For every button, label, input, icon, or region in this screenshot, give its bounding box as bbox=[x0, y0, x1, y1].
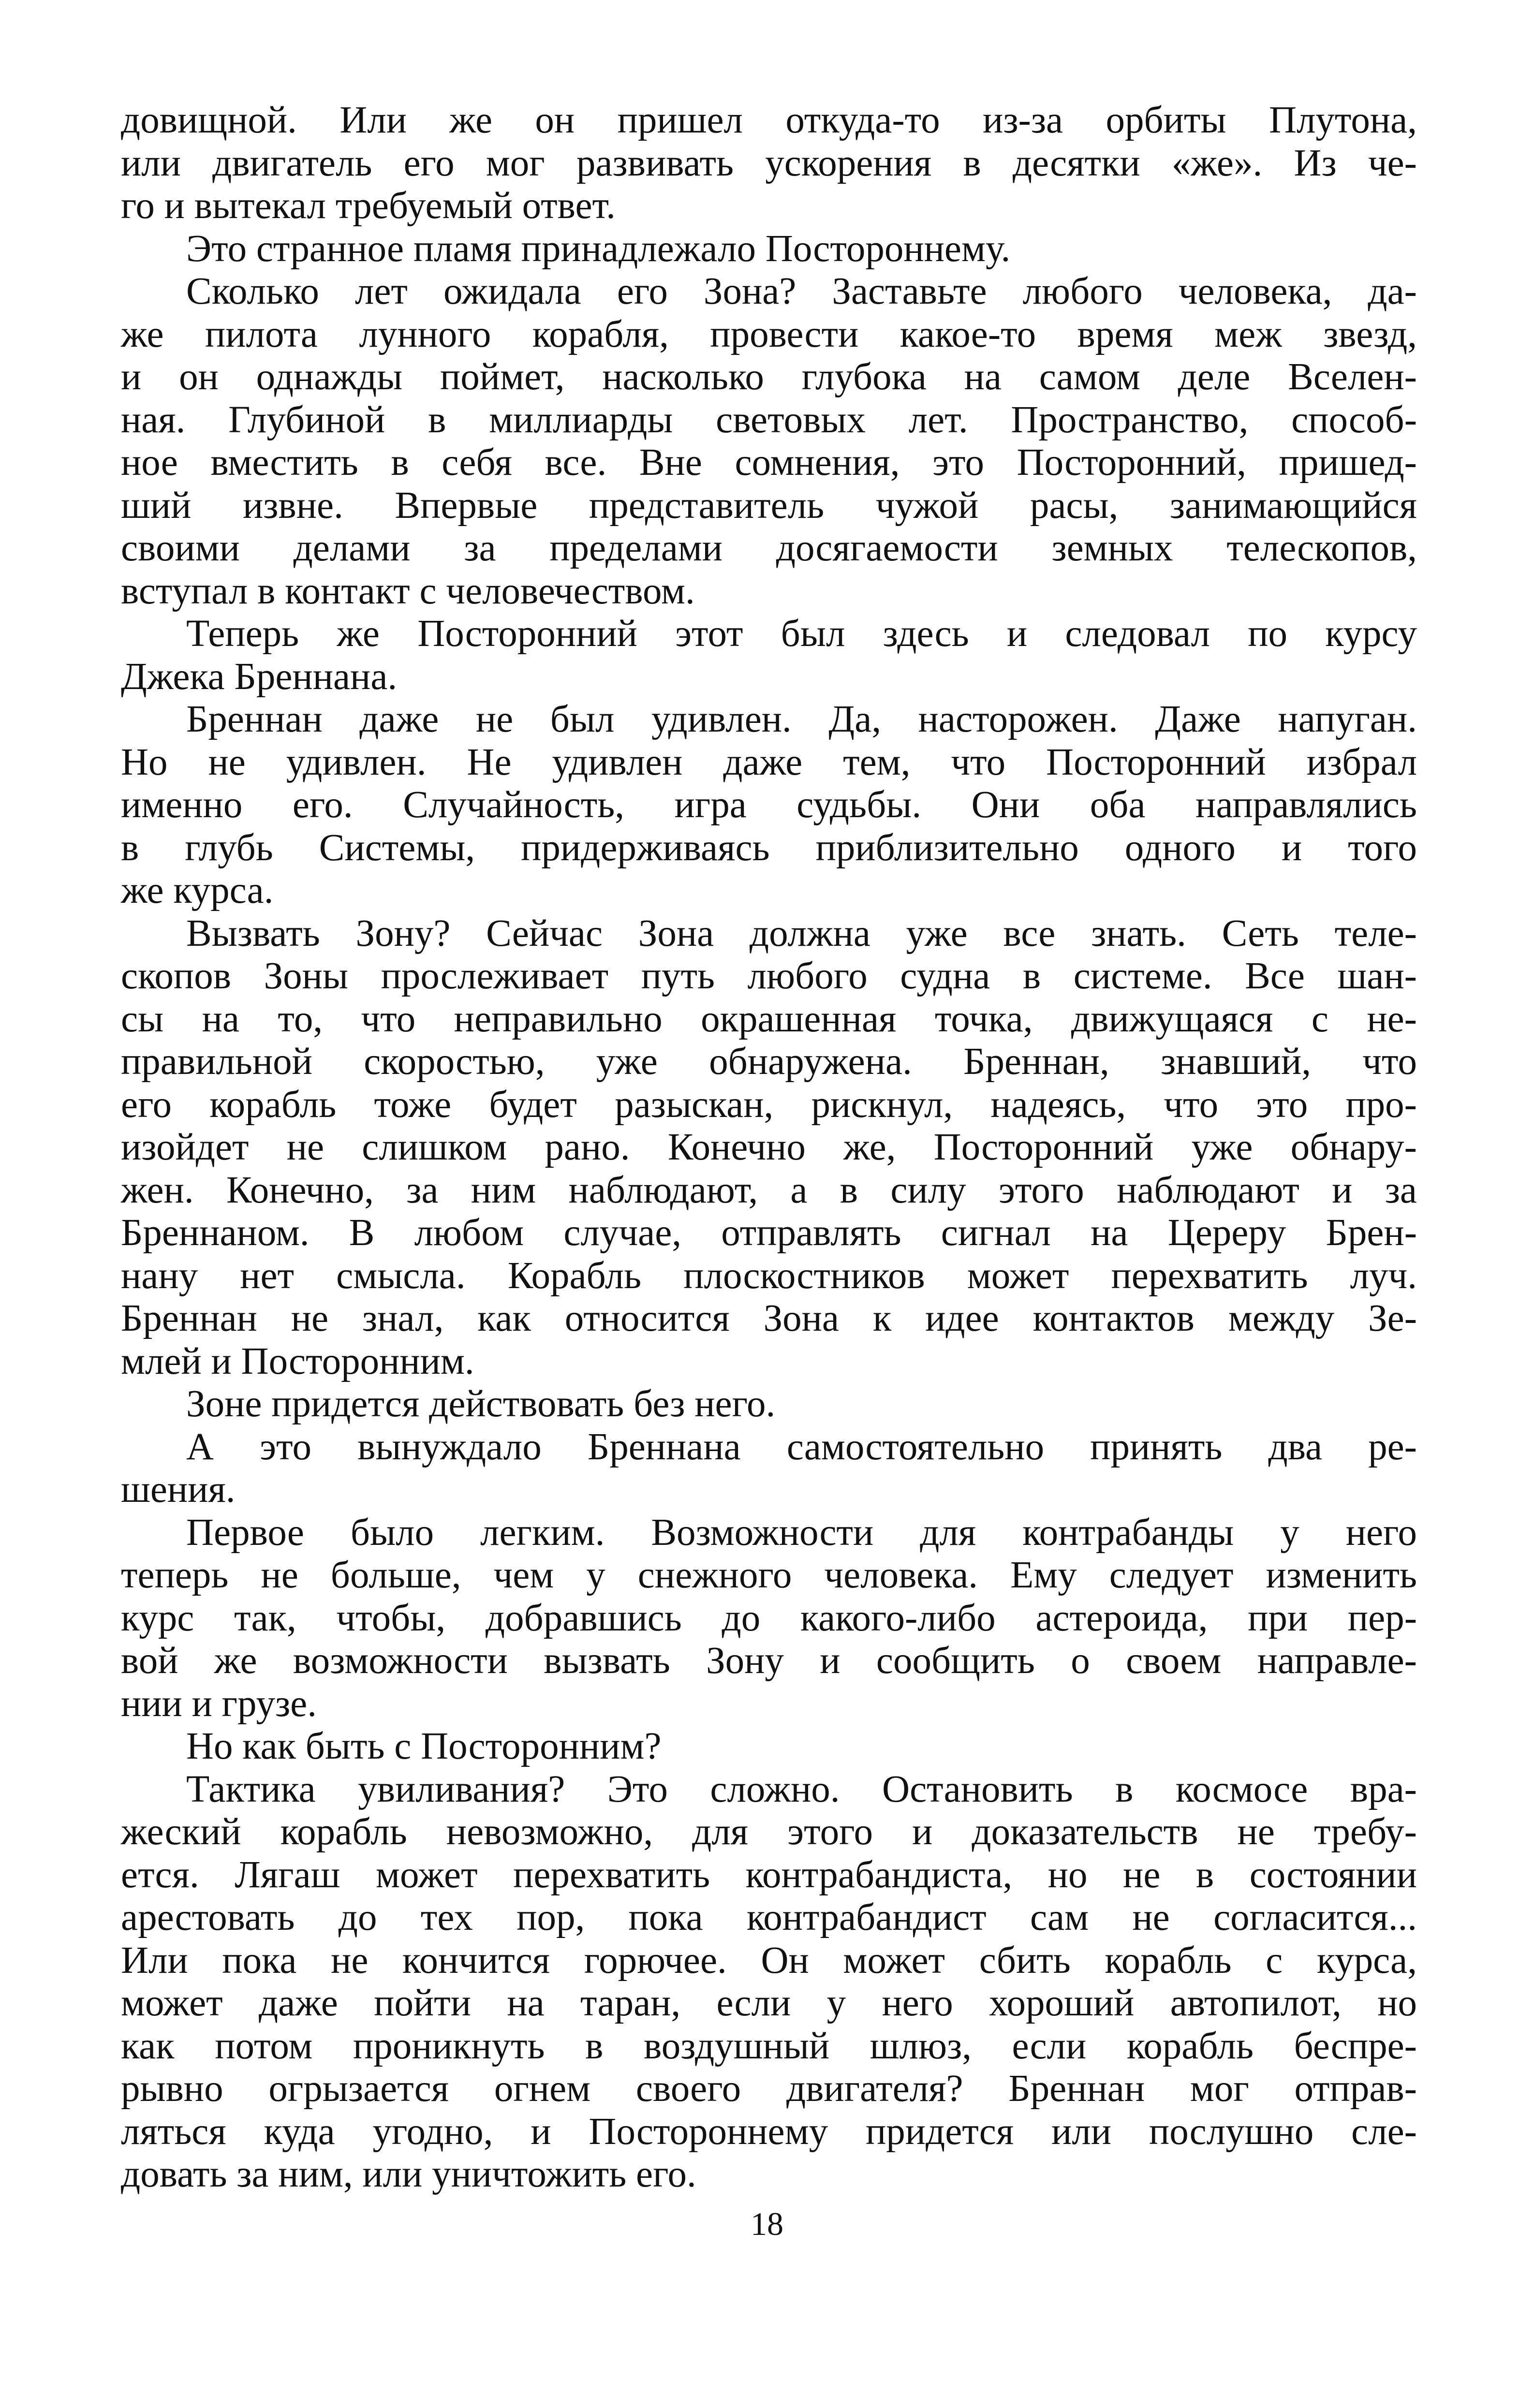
text-line: Зоне придется действовать без него. bbox=[186, 1383, 776, 1425]
text-line: вступал в контакт с человечеством. bbox=[121, 570, 695, 612]
text-line: ная. Глубиной в миллиарды световых лет. Пространство, способ- bbox=[121, 398, 1417, 441]
text-line: жен. Конечно, за ним наблюдают, а в силу этого наблюдают и за bbox=[121, 1169, 1417, 1211]
text-line: ший извне. Впервые представитель чужой расы, занимающийся bbox=[121, 484, 1417, 527]
text-line: скопов Зоны прослеживает путь любого судна в системе. Все шан- bbox=[121, 955, 1417, 997]
text-line: изойдет не слишком рано. Конечно же, Посторонний уже обнару- bbox=[121, 1126, 1417, 1168]
text-line: именно его. Случайность, игра судьбы. Они оба направлялись bbox=[121, 784, 1417, 826]
text-line: Джека Бреннана. bbox=[121, 655, 398, 698]
text-line: Вызвать Зону? Сейчас Зона должна уже все знать. Сеть теле- bbox=[186, 912, 1417, 954]
text-line: Но не удивлен. Не удивлен даже тем, что Посторонний избрал bbox=[121, 741, 1417, 783]
text-line: сы на то, что неправильно окрашенная точка, движущаяся с не- bbox=[121, 998, 1417, 1040]
text-line: арестовать до тех пор, пока контрабандист сам не согласится... bbox=[121, 1896, 1417, 1938]
text-line: как потом проникнуть в воздушный шлюз, если корабль беспре- bbox=[121, 2025, 1417, 2067]
text-line: Бреннан даже не был удивлен. Да, насторожен. Даже напуган. bbox=[186, 698, 1417, 740]
text-line: же пилота лунного корабля, провести какое-то время меж звезд, bbox=[121, 313, 1417, 355]
text-line: довать за ним, или уничтожить его. bbox=[121, 2153, 696, 2195]
text-line: ется. Лягаш может перехватить контрабандиста, но не в состоянии bbox=[121, 1853, 1417, 1896]
text-line: правильной скоростью, уже обнаружена. Бреннан, знавший, что bbox=[121, 1041, 1417, 1083]
text-line: курс так, чтобы, добравшись до какого-либо астероида, при пер- bbox=[121, 1597, 1417, 1639]
body-text bbox=[121, 99, 1417, 2196]
text-line: или двигатель его мог развивать ускорения в десятки «же». Из че- bbox=[121, 142, 1417, 184]
text-line: нии и грузе. bbox=[121, 1682, 317, 1725]
text-line: шения. bbox=[121, 1468, 236, 1511]
text-line: Тактика увиливания? Это сложно. Остановить в космосе вра- bbox=[186, 1768, 1417, 1810]
text-line: го и вытекал требуемый ответ. bbox=[121, 185, 616, 227]
text-line: Теперь же Посторонний этот был здесь и следовал по курсу bbox=[186, 613, 1417, 655]
text-line: может даже пойти на таран, если у него хороший автопилот, но bbox=[121, 1982, 1417, 2024]
text-line: же курса. bbox=[121, 869, 274, 911]
text-line: Бреннаном. В любом случае, отправлять сигнал на Цереру Брен- bbox=[121, 1212, 1417, 1254]
text-line: довищной. Или же он пришел откуда-то из-за орбиты Плутона, bbox=[121, 99, 1417, 141]
text-line: рывно огрызается огнем своего двигателя? Бреннан мог отправ- bbox=[121, 2068, 1417, 2110]
text-line: Или пока не кончится горючее. Он может сбить корабль с курса, bbox=[121, 1939, 1417, 1982]
text-line: в глубь Системы, придерживаясь приблизительно одного и того bbox=[121, 826, 1417, 869]
text-line: Сколько лет ожидала его Зона? Заставьте любого человека, да- bbox=[186, 270, 1417, 312]
text-line: Это странное пламя принадлежало Постороннему. bbox=[186, 227, 1011, 270]
text-line: Первое было легким. Возможности для контрабанды у него bbox=[186, 1511, 1417, 1554]
page-number: 18 bbox=[751, 2205, 783, 2242]
text-line: нану нет смысла. Корабль плоскостников может перехватить луч. bbox=[121, 1254, 1417, 1297]
text-line: ное вместить в себя все. Вне сомнения, это Посторонний, пришед- bbox=[121, 441, 1417, 484]
text-line: А это вынуждало Бреннана самостоятельно принять два ре- bbox=[186, 1425, 1417, 1468]
text-line: теперь не больше, чем у снежного человека. Ему следует изменить bbox=[121, 1554, 1417, 1596]
text-line: своими делами за пределами досягаемости земных телескопов, bbox=[121, 527, 1417, 569]
text-line: жеский корабль невозможно, для этого и доказательств не требу- bbox=[121, 1811, 1417, 1853]
text-line: млей и Посторонним. bbox=[121, 1340, 474, 1382]
text-line: вой же возможности вызвать Зону и сообщить о своем направле- bbox=[121, 1640, 1417, 1682]
text-line: Бреннан не знал, как относится Зона к идее контактов между Зе- bbox=[121, 1297, 1417, 1339]
text-line: ляться куда угодно, и Постороннему придется или послушно сле- bbox=[121, 2110, 1417, 2153]
text-line: и он однажды поймет, насколько глубока на самом деле Вселен- bbox=[121, 356, 1417, 398]
text-line: Но как быть с Посторонним? bbox=[186, 1725, 662, 1767]
text-line: его корабль тоже будет разыскан, рискнул, надеясь, что это про- bbox=[121, 1083, 1417, 1126]
